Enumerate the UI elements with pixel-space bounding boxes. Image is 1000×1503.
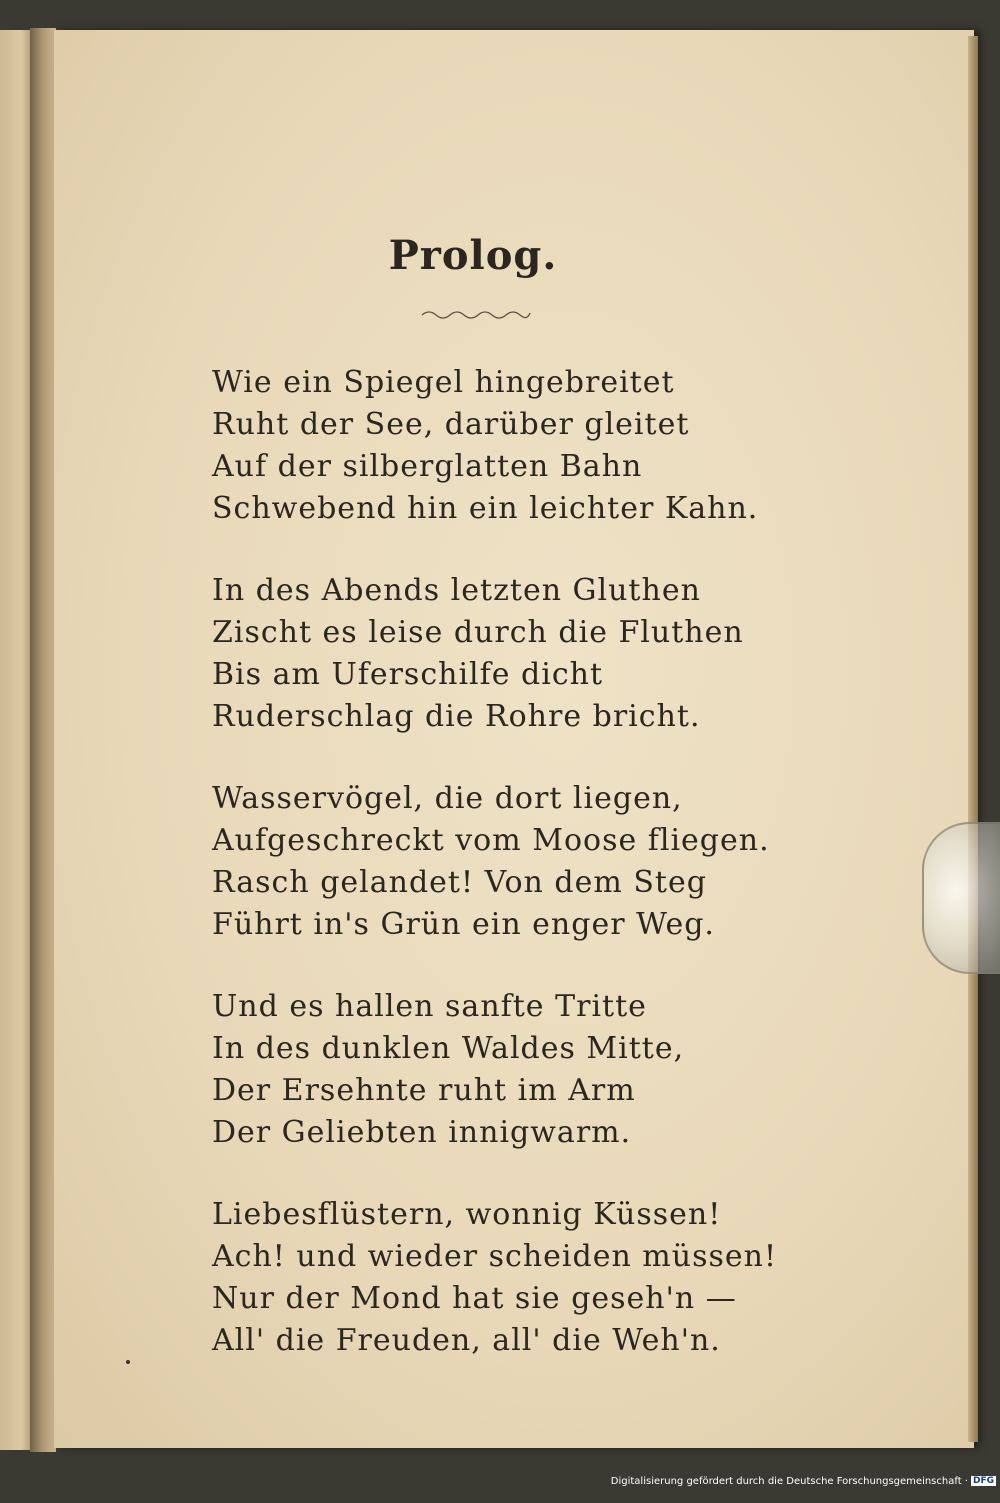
poem-line: Liebesflüstern, wonnig Küssen! (212, 1197, 722, 1232)
poem-line: Bis am Uferschilfe dicht (212, 657, 604, 692)
digitization-footer (0, 1476, 996, 1487)
poem-line: Der Ersehnte ruht im Arm (212, 1073, 636, 1108)
poem-line: Nur der Mond hat sie geseh'n — (212, 1281, 737, 1316)
poem-line: Führt in's Grün ein enger Weg. (212, 907, 715, 942)
poem-line: Wie ein Spiegel hingebreitet (212, 365, 675, 400)
page-edge (968, 36, 978, 1442)
stanza (212, 986, 772, 1154)
poem-line: Und es hallen sanfte Tritte (212, 989, 647, 1024)
stanza (212, 778, 772, 946)
poem-line: Ruht der See, darüber gleitet (212, 407, 690, 442)
poem-line: Auf der silberglatten Bahn (212, 449, 643, 484)
stanza (212, 1194, 777, 1362)
page-title: Prolog. (388, 232, 558, 279)
stanza (212, 362, 772, 530)
poem-line: Aufgeschreckt vom Moose fliegen. (212, 823, 770, 858)
poem-line: Zischt es leise durch die Fluthen (212, 615, 744, 650)
poem-line: All' die Freuden, all' die Weh'n. (212, 1323, 721, 1358)
poem-line: Ruderschlag die Rohre bricht. (212, 699, 701, 734)
footer-text: Digitalisierung gefördert durch die Deutsche Forschungsgemeinschaft · (610, 1476, 968, 1487)
poem-line: Der Geliebten innigwarm. (212, 1115, 632, 1150)
stanza (212, 570, 772, 738)
poem (212, 362, 777, 1402)
poem-line: In des Abends letzten Gluthen (212, 573, 701, 608)
title-ornament (420, 306, 532, 320)
dfg-logo-icon: DFG (972, 1476, 994, 1486)
poem-line: In des dunklen Waldes Mitte, (212, 1031, 685, 1066)
poem-line: Schwebend hin ein leichter Kahn. (212, 491, 759, 526)
page-clip (922, 822, 1000, 974)
poem-line: Ach! und wieder scheiden müssen! (212, 1239, 777, 1274)
ink-speck (126, 1360, 130, 1364)
poem-line: Wasservögel, die dort liegen, (212, 781, 683, 816)
poem-line: Rasch gelandet! Von dem Steg (212, 865, 707, 900)
